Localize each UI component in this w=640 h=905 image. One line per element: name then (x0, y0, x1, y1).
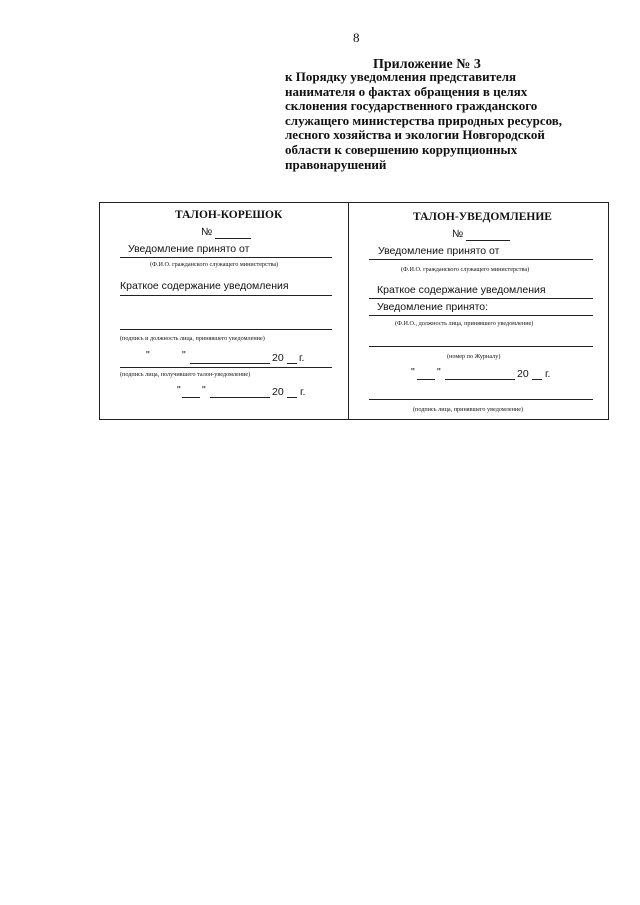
notice-column (348, 203, 609, 419)
stub-date-year-line[interactable] (287, 363, 297, 364)
appendix-subtitle: к Порядку уведомления представителя нанимателя о фактах обращения в целях склонения государственного гражданского служащего министерства природных ресурсов, лесного хозяйства и экологии Новгородской области к совершению коррупционных правонарушений (285, 69, 563, 172)
notice-date-year-line[interactable] (532, 379, 542, 380)
stub-date2-year: 20 (272, 386, 284, 398)
stub-number-label: № (201, 226, 213, 238)
stub-date2-quote-open: " (177, 384, 181, 396)
talon-form (99, 202, 609, 420)
notice-number-label: № (452, 228, 464, 240)
stub-number-field[interactable] (215, 226, 251, 239)
stub-date2-quote-close: " (202, 384, 206, 396)
stub-fio-line[interactable] (120, 257, 332, 258)
notice-journal-caption: (номер по Журналу) (447, 353, 501, 360)
stub-date2-suffix: г. (300, 386, 306, 398)
stub-date2-year-line[interactable] (287, 397, 297, 398)
page-number: 8 (353, 30, 360, 45)
notice-date-month-line[interactable] (445, 379, 515, 380)
notice-summary-line[interactable] (369, 298, 593, 299)
stub-date2-month-line[interactable] (210, 397, 270, 398)
notice-signature-caption: (подпись лица, принявшего уведомление) (413, 406, 523, 413)
stub-date-quote-close: " (182, 349, 186, 361)
appendix-title: Приложение № 3 (373, 57, 481, 72)
stub-receiver-caption: (подпись лица, получившего талон-уведомление) (120, 371, 251, 378)
stub-date-suffix: г. (299, 352, 305, 364)
notice-number-field[interactable] (466, 228, 510, 241)
stub-date-quote-open: " (146, 349, 150, 361)
notice-number (452, 228, 510, 241)
notice-date-day-line[interactable] (417, 379, 435, 380)
notice-date-quote-close: " (437, 366, 441, 378)
notice-signature-line[interactable] (369, 399, 593, 400)
stub-date2-day-line[interactable] (182, 397, 200, 398)
notice-summary: Краткое содержание уведомления (377, 284, 546, 296)
notice-journal-line[interactable] (369, 346, 593, 347)
notice-accepted-line[interactable] (369, 315, 593, 316)
notice-accepted: Уведомление принято: (377, 301, 489, 313)
stub-number (201, 226, 251, 239)
notice-date-suffix: г. (545, 368, 551, 380)
stub-date-year: 20 (272, 352, 284, 364)
stub-date-month-line[interactable] (190, 363, 270, 364)
notice-received-from: Уведомление принято от (378, 245, 500, 257)
stub-signature-caption: (подпись и должность лица, принявшего уведомление) (120, 335, 265, 342)
stub-fio-caption: (Ф.И.О. гражданского служащего министерства) (150, 261, 279, 268)
notice-fio-caption: (Ф.И.О. гражданского служащего министерства) (401, 266, 530, 273)
notice-fio-line[interactable] (369, 259, 593, 260)
stub-header: ТАЛОН-КОРЕШОК (175, 209, 283, 221)
stub-summary-line[interactable] (120, 295, 332, 296)
stub-receiver-line[interactable] (120, 367, 332, 368)
notice-accepted-caption: (Ф.И.О., должность лица, принявшего уведомление) (395, 320, 534, 327)
notice-date-quote-open: " (411, 366, 415, 378)
stub-signature-line[interactable] (120, 329, 332, 330)
stub-summary: Краткое содержание уведомления (120, 280, 289, 292)
stub-received-from: Уведомление принято от (128, 243, 250, 255)
notice-header: ТАЛОН-УВЕДОМЛЕНИЕ (413, 211, 552, 223)
stub-column (100, 203, 348, 419)
notice-date-year: 20 (517, 368, 529, 380)
